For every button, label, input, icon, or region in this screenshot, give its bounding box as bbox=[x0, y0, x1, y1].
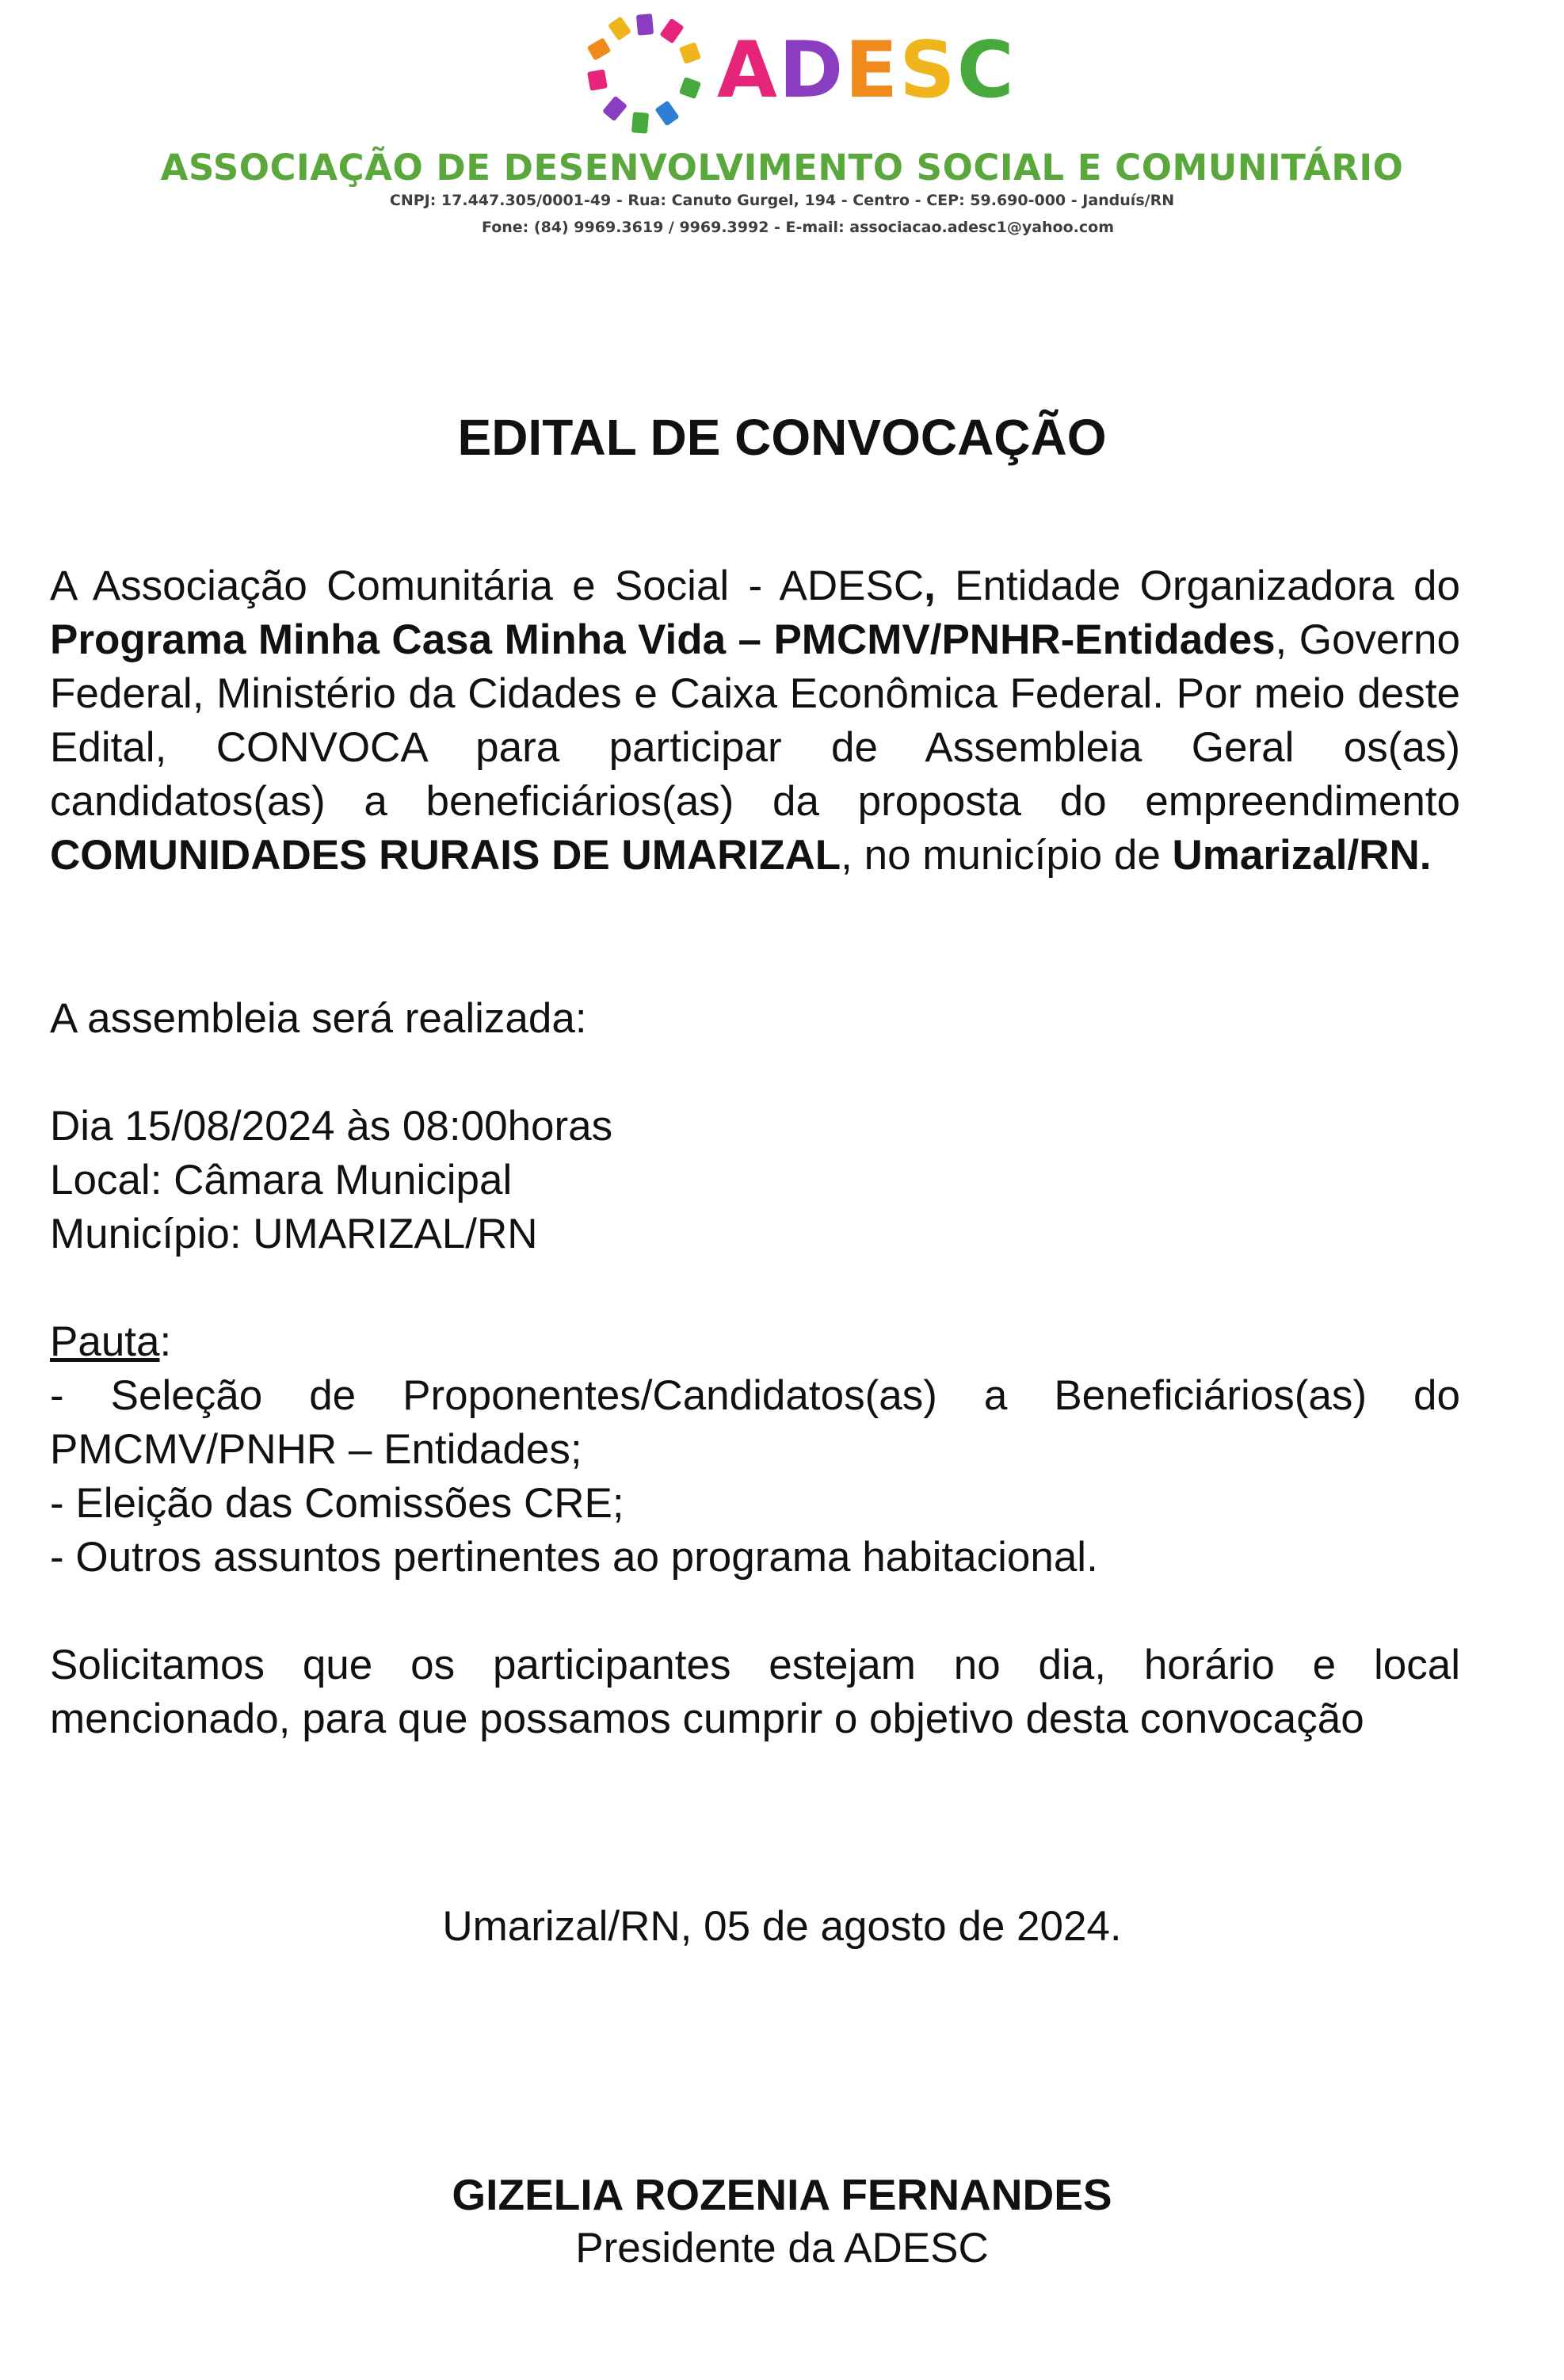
organization-contact: Fone: (84) 9969.3619 / 9969.3992 - E-mail: associacao.adesc1@yahoo.com bbox=[482, 219, 1114, 236]
intro-paragraph bbox=[50, 559, 1460, 883]
signature-block bbox=[0, 2168, 1564, 2275]
place-and-date: Umarizal/RN, 05 de agosto de 2024. bbox=[442, 1903, 1122, 1950]
organization-name: ASSOCIAÇÃO DE DESENVOLVIMENTO SOCIAL E COMUNITÁRIO bbox=[160, 147, 1404, 189]
closing-paragraph: Solicitamos que os participantes estejam no dia, horário e local mencionado, para que possamos cumprir o objetivo desta convocação bbox=[50, 1642, 1460, 1742]
letterhead bbox=[0, 0, 1564, 254]
intro-text-2: Entidade Organizadora do bbox=[935, 563, 1460, 609]
intro-text-4: , no município de bbox=[841, 832, 1173, 879]
agenda-section bbox=[50, 1315, 1460, 1585]
meeting-date-time: Dia 15/08/2024 às 08:00horas bbox=[50, 1103, 613, 1150]
agenda-heading-line bbox=[50, 1315, 1460, 1369]
intro-text-3: , Governo Federal, Ministério da Cidades e Caixa Econômica Federal. Por meio deste Edital, CONVOCA para participar de Assembleia Geral os(as) candidatos(as) a beneficiários(as) da proposta do empreendimento bbox=[50, 616, 1460, 825]
meeting-location: Local: Câmara Municipal bbox=[50, 1157, 513, 1203]
organization-address: CNPJ: 17.447.305/0001-49 - Rua: Canuto Gurgel, 194 - Centro - CEP: 59.690-000 - Janduís/RN bbox=[389, 192, 1175, 209]
signatory-name: GIZELIA ROZENIA FERNANDES bbox=[452, 2170, 1112, 2219]
assembleia-line: A assembleia será realizada: bbox=[50, 995, 587, 1042]
signatory-role: Presidente da ADESC bbox=[575, 2225, 989, 2271]
intro-comma: , bbox=[924, 563, 936, 609]
meeting-details bbox=[50, 1100, 1460, 1261]
logo-wordmark: ADESC bbox=[717, 25, 1016, 116]
agenda-item: - Seleção de Proponentes/Candidatos(as) a Beneficiários(as) do PMCMV/PNHR – Entidades; bbox=[50, 1372, 1460, 1473]
meeting-municipality: Município: UMARIZAL/RN bbox=[50, 1211, 538, 1257]
agenda-heading: Pauta bbox=[50, 1318, 160, 1365]
program-name: Programa Minha Casa Minha Vida – PMCMV/PNHR-Entidades bbox=[50, 616, 1276, 663]
enterprise-name: COMUNIDADES RURAIS DE UMARIZAL bbox=[50, 832, 841, 879]
agenda-item: - Eleição das Comissões CRE; bbox=[50, 1480, 624, 1527]
intro-text-1: A Associação Comunitária e Social - ADESC bbox=[50, 563, 925, 609]
intro-municipality: Umarizal/RN. bbox=[1172, 832, 1432, 879]
adesc-logo-icon bbox=[570, 8, 721, 151]
agenda-heading-colon: : bbox=[159, 1318, 172, 1365]
document-title: EDITAL DE CONVOCAÇÃO bbox=[457, 409, 1107, 466]
agenda-item: - Outros assuntos pertinentes ao programa habitacional. bbox=[50, 1534, 1098, 1581]
